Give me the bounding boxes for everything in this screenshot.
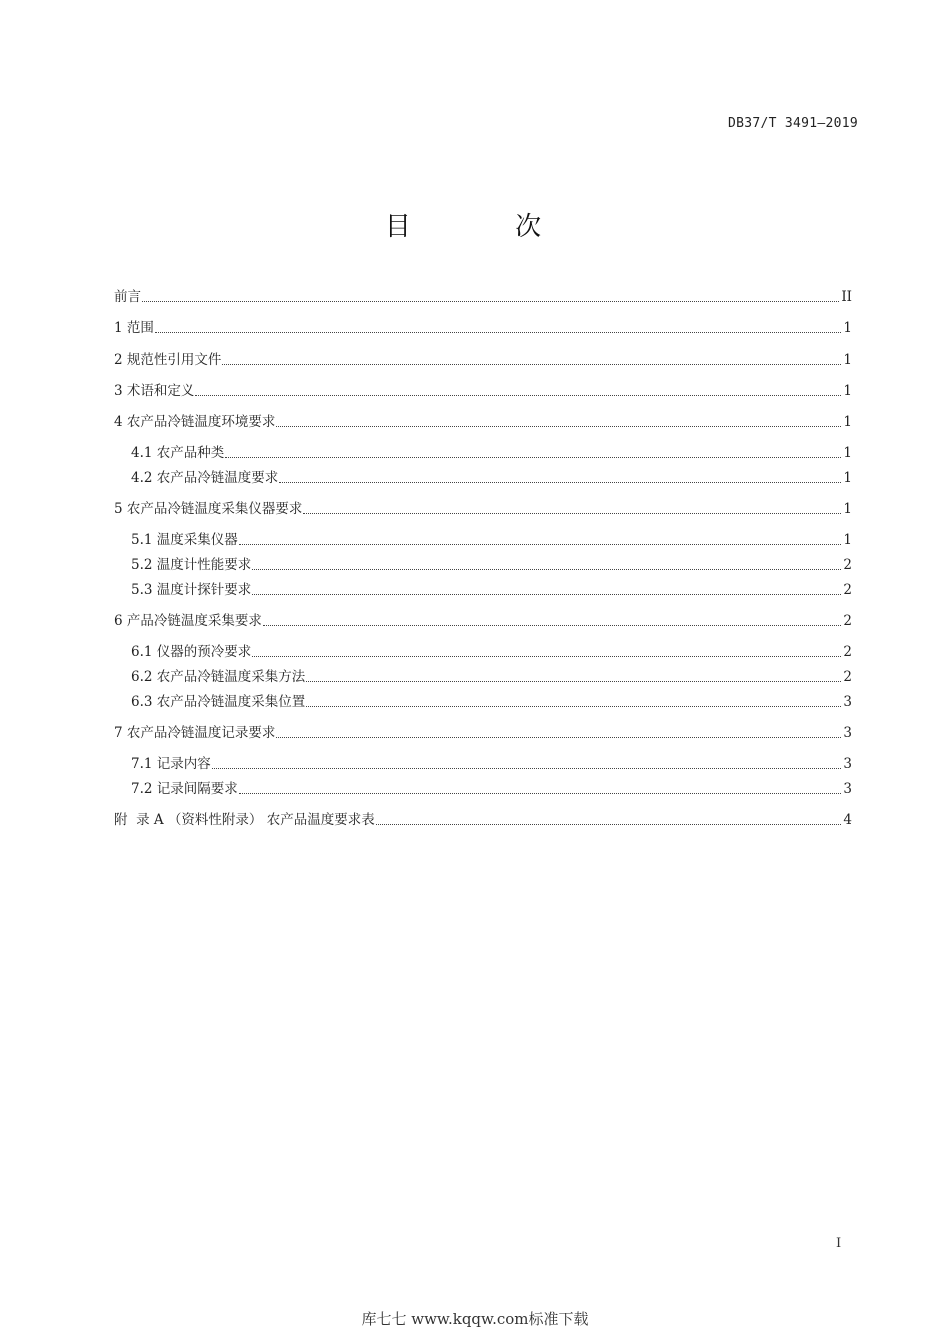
toc-entry-label: 7.2 记录间隔要求 <box>131 781 238 797</box>
toc-entry-page: 1 <box>843 320 852 336</box>
toc-entry-label: 4 农产品冷链温度环境要求 <box>114 414 276 430</box>
toc-dot-leader <box>276 425 841 427</box>
toc-entry-label: 7 农产品冷链温度记录要求 <box>114 725 276 741</box>
toc-dot-leader <box>225 456 841 458</box>
document-code: DB37/T 3491—2019 <box>727 116 858 131</box>
toc-entry-page: 1 <box>843 414 852 430</box>
toc-entry-label: 6.1 仪器的预冷要求 <box>131 644 252 660</box>
toc-entry-foreword[interactable] <box>114 287 852 307</box>
toc-dot-leader <box>155 331 842 333</box>
toc-entry-page: 1 <box>843 501 852 517</box>
toc-entry-7-1[interactable] <box>131 754 852 774</box>
toc-dot-leader <box>212 767 842 769</box>
toc-entry-label: 5.2 温度计性能要求 <box>131 557 252 573</box>
toc-entry-terms[interactable] <box>114 381 852 401</box>
toc-dot-leader <box>306 705 841 707</box>
toc-entry-label: 3 术语和定义 <box>114 383 195 399</box>
toc-entry-page: 4 <box>843 812 852 828</box>
toc-entry-5-2[interactable] <box>131 555 852 575</box>
toc-dot-leader <box>376 823 842 825</box>
toc-entry-page: 3 <box>843 694 852 710</box>
toc-dot-leader <box>263 624 842 626</box>
toc-entry-6-2[interactable] <box>131 667 852 687</box>
toc-entry-4-1[interactable] <box>131 443 852 463</box>
toc-entry-label: 7.1 记录内容 <box>131 756 211 772</box>
watermark-text: 库七七 www.kqqw.com标准下载 <box>361 1310 589 1328</box>
toc-entry-label: 6 产品冷链温度采集要求 <box>114 613 262 629</box>
toc-entry-label: 2 规范性引用文件 <box>114 352 222 368</box>
toc-dot-leader <box>306 680 841 682</box>
toc-title: 目 次 <box>384 212 590 242</box>
toc-entry-label: 前言 <box>114 289 141 305</box>
toc-entry-section-5[interactable] <box>114 499 852 519</box>
toc-entry-label: 附 录 A （资料性附录） 农产品温度要求表 <box>114 812 375 828</box>
toc-entry-7-2[interactable] <box>131 779 852 799</box>
toc-entry-5-1[interactable] <box>131 530 852 550</box>
toc-entry-appendix-a[interactable] <box>114 810 852 830</box>
toc-entry-page: 2 <box>843 557 852 573</box>
toc-entry-page: 1 <box>843 532 852 548</box>
toc-entry-page: 1 <box>843 470 852 486</box>
toc-entry-page: 2 <box>843 582 852 598</box>
toc-entry-section-7[interactable] <box>114 723 852 743</box>
toc-dot-leader <box>252 593 841 595</box>
toc-entry-page: 1 <box>843 352 852 368</box>
toc-dot-leader <box>239 792 842 794</box>
toc-entry-6-3[interactable] <box>131 692 852 712</box>
toc-entry-label: 4.1 农产品种类 <box>131 445 225 461</box>
toc-entry-page: II <box>841 289 852 305</box>
toc-entry-page: 1 <box>843 445 852 461</box>
toc-dot-leader <box>222 363 841 365</box>
toc-dot-leader <box>252 655 841 657</box>
page-number: I <box>836 1236 842 1251</box>
toc-dot-leader <box>276 736 841 738</box>
toc-entry-scope[interactable] <box>114 318 852 338</box>
toc-dot-leader <box>303 512 841 514</box>
toc-entry-5-3[interactable] <box>131 580 852 600</box>
toc-entry-page: 3 <box>843 725 852 741</box>
toc-dot-leader <box>142 300 839 302</box>
toc-entry-4-2[interactable] <box>131 468 852 488</box>
toc-entry-page: 2 <box>843 613 852 629</box>
toc-entry-page: 2 <box>843 669 852 685</box>
toc-entry-label: 5.3 温度计探针要求 <box>131 582 252 598</box>
toc-dot-leader <box>279 481 841 483</box>
toc-dot-leader <box>239 543 842 545</box>
toc-entry-label: 5 农产品冷链温度采集仪器要求 <box>114 501 303 517</box>
toc-entry-page: 2 <box>843 644 852 660</box>
toc-entry-label: 4.2 农产品冷链温度要求 <box>131 470 279 486</box>
toc-dot-leader <box>195 394 841 396</box>
toc-entry-label: 5.1 温度采集仪器 <box>131 532 238 548</box>
toc-entry-section-4[interactable] <box>114 412 852 432</box>
toc-entry-page: 3 <box>843 756 852 772</box>
toc-entry-label: 6.2 农产品冷链温度采集方法 <box>131 669 306 685</box>
toc-dot-leader <box>252 568 841 570</box>
toc-entry-page: 1 <box>843 383 852 399</box>
toc-entry-normative-references[interactable] <box>114 350 852 370</box>
toc-entry-page: 3 <box>843 781 852 797</box>
toc-entry-section-6[interactable] <box>114 611 852 631</box>
table-of-contents <box>114 0 852 900</box>
toc-entry-6-1[interactable] <box>131 642 852 662</box>
toc-entry-label: 6.3 农产品冷链温度采集位置 <box>131 694 306 710</box>
toc-entry-label: 1 范围 <box>114 320 154 336</box>
